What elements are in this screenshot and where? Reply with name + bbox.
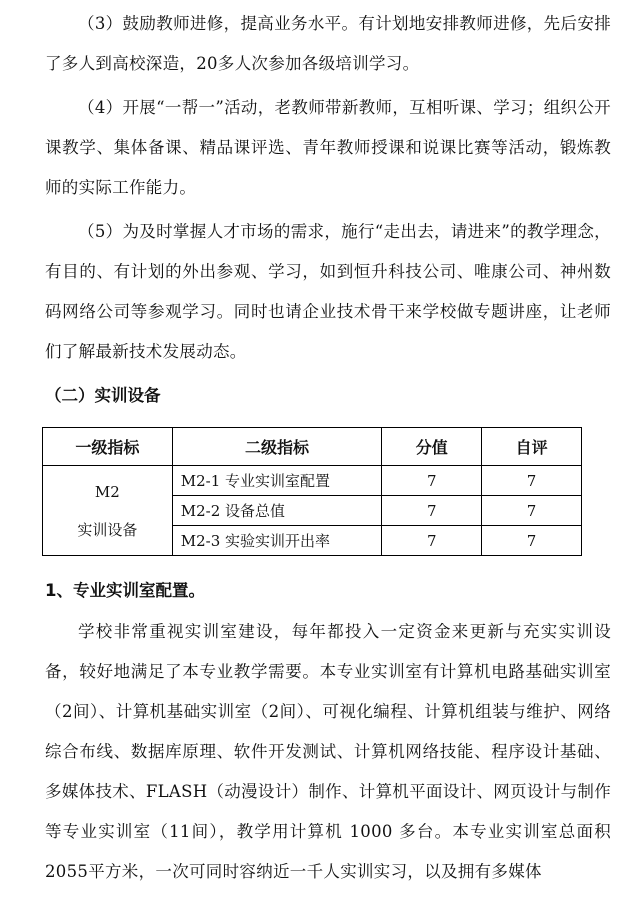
table-header-row	[43, 428, 582, 466]
self-eval-value: 7	[482, 526, 582, 556]
self-eval-value: 7	[482, 466, 582, 496]
level1-cell	[43, 466, 173, 556]
score-value: 7	[382, 496, 482, 526]
header-level1: 一级指标	[43, 428, 173, 466]
paragraph-teacher-training: （3）鼓励教师进修，提高业务水平。有计划地安排教师进修，先后安排了多人到高校深造，20多人次参加各级培训学习。	[45, 14, 611, 73]
header-score: 分值	[382, 428, 482, 466]
level1-name: 实训设备	[77, 520, 138, 539]
self-eval-value: 7	[482, 496, 582, 526]
table-row	[43, 466, 582, 496]
paragraph-talent-market: （5）为及时掌握人才市场的需求，施行“走出去，请进来”的教学理念，有目的、有计划的外出参观、学习，如到恒升科技公司、唯康公司、神州数码网络公司等参观学习。同时也请企业技术骨干来学校做专题讲座，让老师们了解最新技术发展动态。	[45, 222, 611, 361]
header-self-eval: 自评	[482, 428, 582, 466]
level2-item: M2-2 设备总值	[172, 496, 382, 526]
paragraph-lab-construction: 学校非常重视实训室建设，每年都投入一定资金来更新与充实实训设备，较好地满足了本专业教学需要。本专业实训室有计算机电路基础实训室（2间）、计算机基础实训室（2间）、可视化编程、计算机组装与维护、网络综合布线、数据库原理、软件开发测试、计算机网络技能、程序设计基础、多媒体技术、FLASH（动漫设计）制作、计算机平面设计、网页设计与制作等专业实训室（11间），教学用计算机 1000 多台。本专业实训室总面积2055平方米，一次可同时容纳近一千人实训实习，以及拥有多媒体	[45, 622, 611, 881]
score-value: 7	[382, 466, 482, 496]
subsection-title-lab-configuration: 1、专业实训室配置。	[45, 581, 205, 600]
level1-code: M2	[94, 482, 120, 501]
level2-item: M2-1 专业实训室配置	[172, 466, 382, 496]
header-level2: 二级指标	[172, 428, 382, 466]
score-value: 7	[382, 526, 482, 556]
level2-item: M2-3 实验实训开出率	[172, 526, 382, 556]
section-title-training-equipment: （二）实训设备	[45, 386, 161, 405]
evaluation-table	[42, 427, 582, 556]
paragraph-mentoring-activities: （4）开展“一帮一”活动，老教师带新教师，互相听课、学习；组织公开课教学、集体备课、精品课评选、青年教师授课和说课比赛等活动，锻炼教师的实际工作能力。	[45, 98, 611, 197]
